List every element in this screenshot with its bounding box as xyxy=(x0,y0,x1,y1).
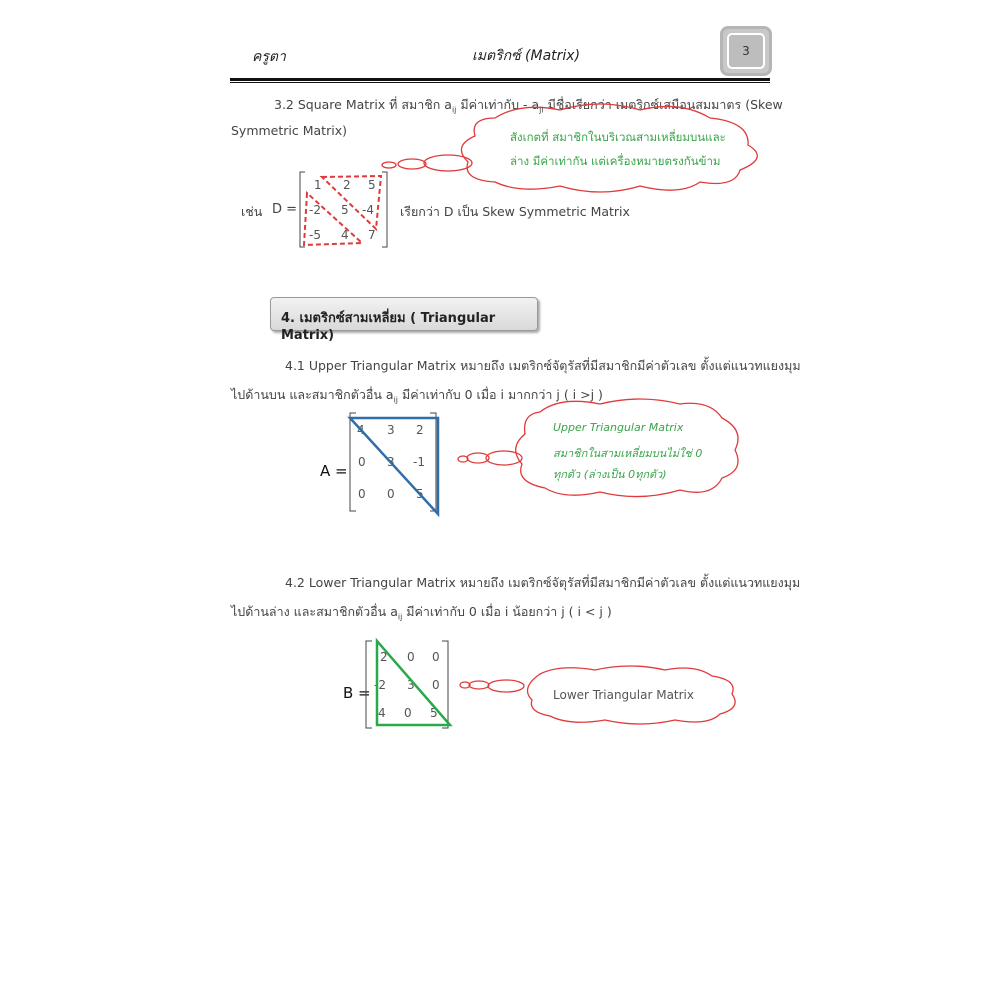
upper-note-line-1: Upper Triangular Matrix xyxy=(553,421,684,434)
matrix-b-lower-triangle xyxy=(377,641,450,725)
matrix-a-upper-triangle xyxy=(350,418,438,514)
matrix-a-cell: 3 xyxy=(387,423,395,437)
matrix-b-cell: 0 xyxy=(432,650,440,664)
matrix-a-cell: 0 xyxy=(387,487,395,501)
matrix-d-cell: -5 xyxy=(309,228,321,242)
lower-line-1: 4.2 Lower Triangular Matrix หมายถึง เมตริกซ์จัตุรัสที่มีสมาชิกมีค่าตัวเลข ตั้งแต่แนวทแยงมุม xyxy=(285,575,801,590)
matrix-a-cell: 3 xyxy=(387,455,395,469)
matrix-a-cell: 0 xyxy=(358,455,366,469)
example-prefix: เช่น xyxy=(241,204,263,219)
section-4-heading: 4. เมตริกซ์สามเหลี่ยม ( Triangular Matrix) xyxy=(270,297,538,331)
matrix-b-cell: 2 xyxy=(380,650,388,664)
upper-note-line-3: ทุกตัว (ล่างเป็น 0ทุกตัว) xyxy=(553,468,667,481)
matrix-a-cell: 2 xyxy=(416,423,424,437)
matrix-b-cell: 0 xyxy=(407,650,415,664)
matrix-b-cell: -2 xyxy=(374,678,386,692)
matrix-a-cell: 4 xyxy=(357,423,365,437)
skew-line-2: Symmetric Matrix) xyxy=(231,123,347,138)
skew-suffix: เรียกว่า D เป็น Skew Symmetric Matrix xyxy=(400,204,630,219)
matrix-d-brackets xyxy=(300,172,387,247)
matrix-a-cell: -1 xyxy=(413,455,425,469)
matrix-b-label: B = xyxy=(343,684,371,702)
upper-note-line-2: สมาชิกในสามเหลี่ยมบนไม่ใช่ 0 xyxy=(553,447,703,460)
skew-note-line-1: สังเกตที่ สมาชิกในบริเวณสามเหลี่ยมบนและ xyxy=(510,130,726,144)
skew-note-cloud xyxy=(382,104,757,192)
matrix-d-cell: 2 xyxy=(343,178,351,192)
page-number: 3 xyxy=(727,33,765,69)
matrix-d-cell: 5 xyxy=(368,178,376,192)
matrix-d-dashed-triangles xyxy=(304,176,381,245)
skew-line-1: 3.2 Square Matrix ที่ สมาชิก $a_{ij}$ มีค่าเท่ากับ - $a_{ji}$ มีชื่อเรียกว่า เมตริกซ์เสมือนสมมาตร (Skew xyxy=(274,97,783,115)
matrix-d-cell: -4 xyxy=(362,203,374,217)
upper-line-2: ไปด้านบน และสมาชิกตัวอื่น $a_{ij}$ มีค่าเท่ากับ 0 เมื่อ i มากกว่า j ( i >j ) xyxy=(231,387,603,405)
matrix-b-cell: 4 xyxy=(378,706,386,720)
matrix-d-cell: 7 xyxy=(368,228,376,242)
upper-line-1: 4.1 Upper Triangular Matrix หมายถึง เมตริกซ์จัตุรัสที่มีสมาชิกมีค่าตัวเลข ตั้งแต่แนวทแยงมุม xyxy=(285,358,801,373)
matrix-d-cell: 4 xyxy=(341,228,349,242)
lower-note-cloud xyxy=(460,666,735,724)
matrix-a-label: A = xyxy=(320,462,348,480)
matrix-b-cell: 0 xyxy=(432,678,440,692)
header-title: เมตริกซ์ (Matrix) xyxy=(472,48,581,64)
matrix-d-label: D = xyxy=(272,202,298,217)
matrix-b-brackets xyxy=(366,641,448,728)
matrix-d-cell: 5 xyxy=(341,203,349,217)
header-author: ครูตา xyxy=(252,49,286,65)
lower-note: Lower Triangular Matrix xyxy=(553,688,694,702)
matrix-b-cell: 3 xyxy=(407,678,415,692)
lower-line-2: ไปด้านล่าง และสมาชิกตัวอื่น $a_{ij}$ มีค่าเท่ากับ 0 เมื่อ i น้อยกว่า j ( i < j ) xyxy=(231,604,612,622)
matrix-b-cell: 5 xyxy=(430,706,438,720)
matrix-d-cell: -2 xyxy=(309,203,321,217)
matrix-a-cell: 5 xyxy=(416,487,424,501)
matrix-d-cell: 1 xyxy=(314,178,322,192)
matrix-b-cell: 0 xyxy=(404,706,412,720)
matrix-a-cell: 0 xyxy=(358,487,366,501)
skew-note-line-2: ล่าง มีค่าเท่ากัน แต่เครื่องหมายตรงกันข้าม xyxy=(510,154,721,168)
upper-note-cloud xyxy=(458,399,738,497)
